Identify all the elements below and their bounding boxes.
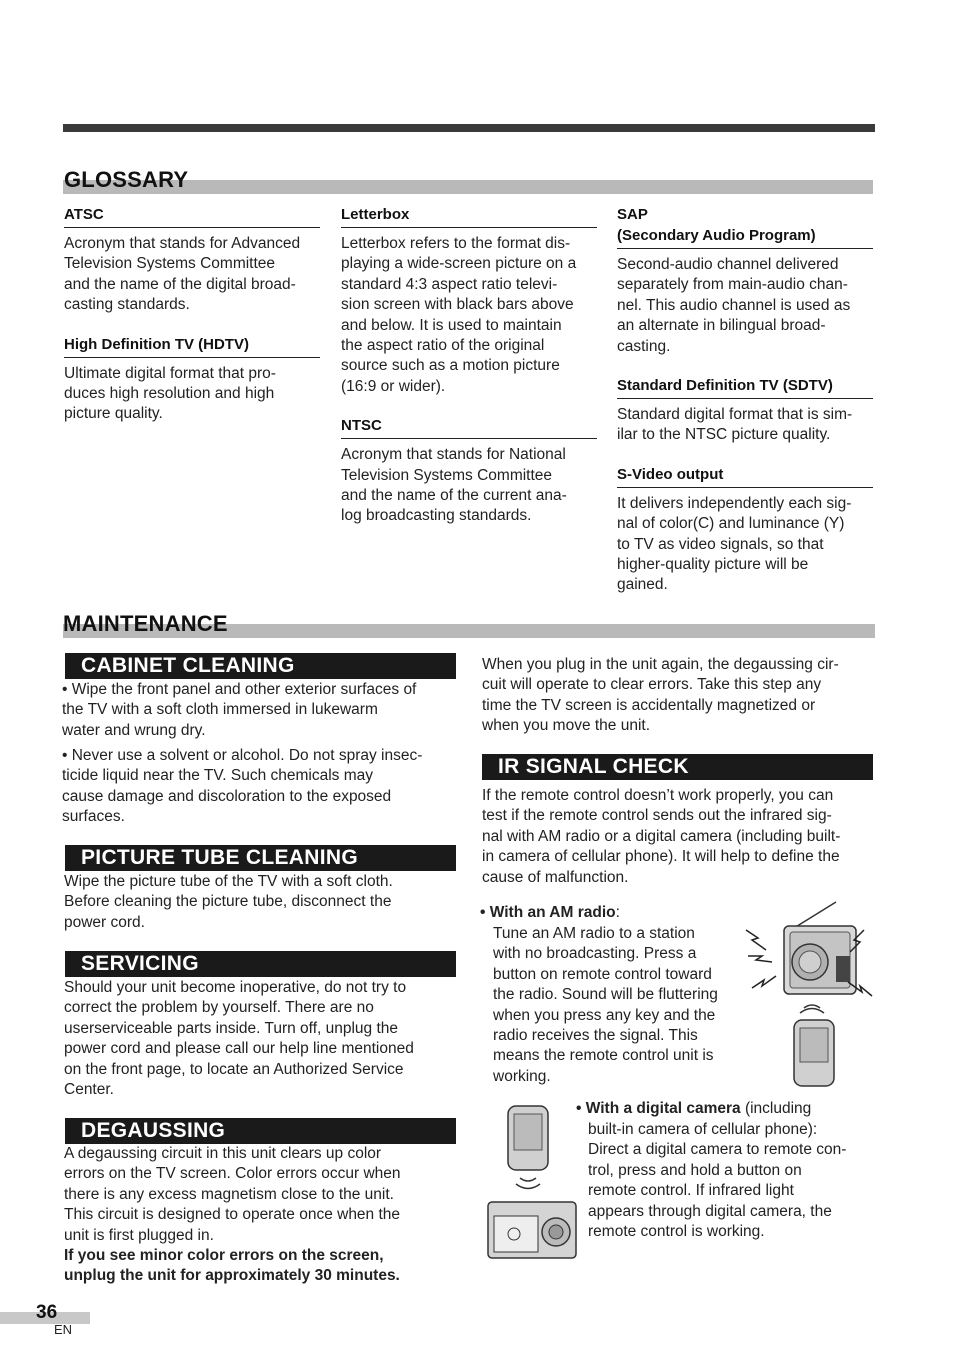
top-rule: [63, 124, 875, 132]
digital-camera-label: [576, 1099, 876, 1119]
maintenance-title: MAINTENANCE: [63, 611, 228, 636]
glossary-term: ATSC: [64, 204, 320, 228]
glossary-definition: Ultimate digital format that pro- duces high resolution and high picture quality.: [64, 364, 276, 423]
language-code: EN: [54, 1322, 73, 1337]
glossary-term-line: SAP: [617, 206, 648, 223]
glossary-term: [617, 204, 873, 249]
glossary-definition: Second-audio channel delivered separately from main-audio chan- nel. This audio channel is used as an alternate in bilingual broad- casting.: [617, 256, 851, 355]
page-number-block: [0, 1302, 90, 1324]
digital-camera-label-rest: (including: [740, 1100, 812, 1117]
glossary-term: Standard Definition TV (SDTV): [617, 375, 873, 399]
digital-camera-illustration: [486, 1104, 578, 1260]
glossary-definition: Standard digital format that is sim- ilar to the NTSC picture quality.: [617, 406, 853, 444]
cabinet-bullet: • Never use a solvent or alcohol. Do not spray insec- ticide liquid near the TV. Such chemicals may cause damage and discoloration to the exposed surfaces.: [62, 747, 423, 826]
am-radio-text: Tune an AM radio to a station with no broadcasting. Press a button on remote control toward the radio. Sound will be fluttering when you press any key and the radio receives the signal. This means the remote control unit is working.: [493, 925, 718, 1085]
glossary-entry: [617, 375, 873, 446]
cabinet-cleaning-heading: CABINET CLEANING: [65, 653, 456, 679]
digital-camera-label-bold: • With a digital camera: [576, 1100, 741, 1117]
glossary-entry: [617, 464, 873, 596]
picture-tube-text: Wipe the picture tube of the TV with a soft cloth. Before cleaning the picture tube, disconnect the power cord.: [64, 873, 393, 931]
glossary-column-2: [341, 204, 597, 545]
glossary-entry: [341, 204, 597, 397]
glossary-definition: Letterbox refers to the format dis- playing a wide-screen picture on a standard 4:3 aspect ratio televi- sion screen with black bars above and below. It is used to maintain the aspect ratio of the original source such as a motion picture (16:9 or wider).: [341, 235, 577, 395]
degaussing-continued-text: When you plug in the unit again, the degaussing cir- cuit will operate to clear errors. Take this step any time the TV screen is accidentally magnetized or when you move the unit.: [482, 656, 839, 735]
glossary-entry: [341, 415, 597, 527]
am-radio-illustration: [744, 900, 874, 1090]
am-radio-label: [480, 903, 740, 923]
ir-intro-text: If the remote control doesn’t work properly, you can test if the remote control sends out the infrared sig- nal with AM radio or a digital camera (including built- in camera of cellular phone). It will help to define the cause of malfunction.: [482, 787, 841, 886]
glossary-title: GLOSSARY: [64, 167, 189, 192]
glossary-entry: [64, 334, 320, 425]
glossary-column-3: [617, 204, 873, 614]
glossary-entry: [617, 204, 873, 357]
glossary-term: S-Video output: [617, 464, 873, 488]
glossary-definition: Acronym that stands for Advanced Television Systems Committee and the name of the digital broad- casting standards.: [64, 235, 301, 314]
glossary-term: NTSC: [341, 415, 597, 439]
glossary-term: Letterbox: [341, 204, 597, 228]
glossary-definition: Acronym that stands for National Television Systems Committee and the name of the current ana- log broadcasting standards.: [341, 446, 567, 525]
cabinet-bullet: • Wipe the front panel and other exterior surfaces of the TV with a soft cloth immersed in lukewarm water and wrung dry.: [62, 681, 417, 739]
ir-signal-check-heading: IR SIGNAL CHECK: [482, 754, 873, 780]
degaussing-warning: If you see minor color errors on the screen, unplug the unit for approximately 30 minutes.: [64, 1247, 400, 1285]
glossary-term: High Definition TV (HDTV): [64, 334, 320, 358]
picture-tube-cleaning-heading: PICTURE TUBE CLEANING: [65, 845, 456, 871]
degaussing-text: A degaussing circuit in this unit clears up color errors on the TV screen. Color errors occur when there is any excess magnetism close to the unit. This circuit is designed to operate once when the unit is first plugged in.: [64, 1145, 401, 1244]
degaussing-heading: DEGAUSSING: [65, 1118, 456, 1144]
glossary-column-1: [64, 204, 320, 443]
servicing-heading: SERVICING: [65, 951, 456, 977]
digital-camera-text: built-in camera of cellular phone): Direct a digital camera to remote con- trol, press and hold a button on remote control. If infrared light appears through digital camera, the remote control is working.: [588, 1121, 847, 1241]
glossary-term-line: (Secondary Audio Program): [617, 227, 816, 244]
am-radio-colon: :: [615, 904, 620, 921]
servicing-text: Should your unit become inoperative, do not try to correct the problem by yourself. There are no userserviceable parts inside. Turn off, unplug the power cord and please call our help line mentioned on the front page, to locate an Authorized Service Center.: [64, 979, 414, 1099]
am-radio-label-bold: • With an AM radio: [480, 904, 616, 921]
page-number: 36: [36, 1302, 58, 1323]
glossary-definition: It delivers independently each sig- nal of color(C) and luminance (Y) to TV as video signals, so that higher-quality picture will be gained.: [617, 494, 852, 594]
glossary-entry: [64, 204, 320, 316]
